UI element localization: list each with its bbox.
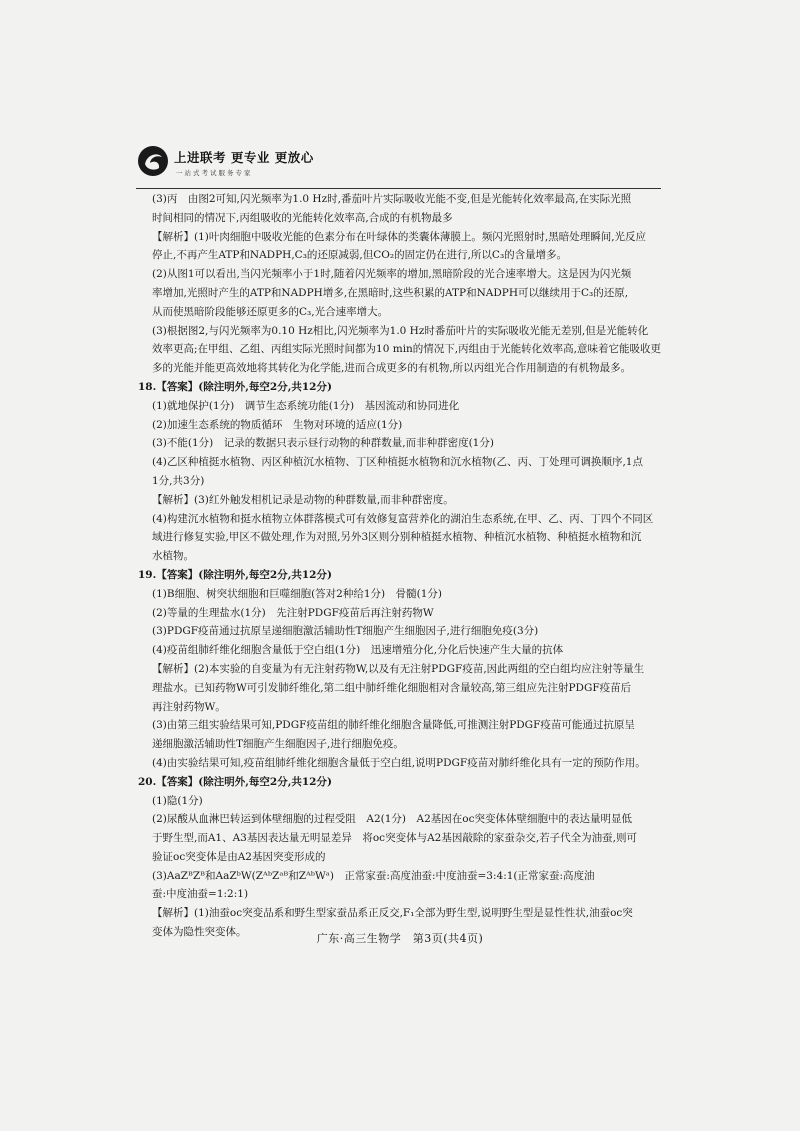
text-line: (1)就地保护(1分) 调节生态系统功能(1分) 基因流动和协同进化 (152, 399, 460, 412)
text-line: 理盐水。已知药物W可引发肺纤维化,第二组中肺纤维化细胞相对含量较高,第三组应先注射PDGF疫苗后 (152, 681, 632, 694)
text-line: 水植物。 (152, 550, 194, 563)
text-line: 蚕:中度油蚕=1:2:1) (152, 888, 249, 901)
text-line: (3)PDGF疫苗通过抗原呈递细胞激活辅助性T细胞产生细胞因子,进行细胞免疫(3分) (152, 625, 539, 638)
publisher-subslogan: 一站式考试服务专家 (176, 169, 253, 177)
text-line: 1分,共3分) (152, 474, 205, 487)
text-line: 验证oc突变体是由A2基因突变形成的 (152, 850, 326, 863)
text-line: (3)AaZᴮZᴮ和AaZᵇW(ZᴬᵇZᵃᴮ和ZᴬᵇWᵃ) 正常家蚕:高度油蚕:中度油蚕=3:4:1(正常家蚕:高度油 (152, 869, 595, 882)
text-line: (3)丙 由图2可知,闪光频率为1.0 Hz时,番茄叶片实际吸收光能不变,但是光能转化效率最高,在实际光照 (152, 193, 632, 205)
question-answer-heading: 20.【答案】(除注明外,每空2分,共12分) (138, 775, 332, 788)
text-line: (2)从图1可以看出,当闪光频率小于1时,随着闪光频率的增加,黑暗阶段的光合速率增大。这是因为闪光频 (152, 268, 632, 281)
text-line: 效率更高;在甲组、乙组、丙组实际光照时间都为10 min的情况下,丙组由于光能转化效率高,意味着它能吸收更 (152, 343, 661, 356)
text-line: 再注射药物W。 (152, 700, 226, 713)
publisher-logo-icon (136, 144, 170, 178)
publisher-slogan: 上进联考 更专业 更放心 (174, 150, 314, 165)
text-line: 变体为隐性突变体。 (152, 926, 247, 939)
text-line: 率增加,光照时产生的ATP和NADPH增多,在黑暗时,这些积累的ATP和NADPH可以继续用于C₃的还原, (152, 286, 629, 299)
text-line: (4)疫苗组肺纤维化细胞含量低于空白组(1分) 迅速增殖分化,分化后快速产生大量的抗体 (152, 644, 564, 657)
text-line: (4)由实验结果可知,疫苗组肺纤维化细胞含量低于空白组,说明PDGF疫苗对肺纤维化具有一定的预防作用。 (152, 756, 646, 769)
page-footer: 广东·高三生物学 第3页(共4页) (316, 932, 484, 945)
text-line: (4)乙区种植挺水植物、丙区种植沉水植物、丁区种植挺水植物和沉水植物(乙、丙、丁处理可调换顺序,1点 (152, 456, 643, 469)
text-line: 【解析】(3)红外触发相机记录是动物的种群数量,而非种群密度。 (152, 493, 454, 506)
answer-content (138, 190, 668, 942)
question-answer-heading: 19.【答案】(除注明外,每空2分,共12分) (138, 568, 332, 581)
text-line: (2)等量的生理盐水(1分) 先注射PDGF疫苗后再注射药物W (152, 606, 434, 619)
text-line: 递细胞激活辅助性T细胞产生细胞因子,进行细胞免疫。 (152, 738, 404, 751)
text-line: 停止,不再产生ATP和NADPH,C₃的还原减弱,但CO₂的固定仍在进行,所以C₃的含量增多。 (152, 249, 568, 262)
text-line: (3)根据图2,与闪光频率为0.10 Hz相比,闪光频率为1.0 Hz时番茄叶片的实际吸收光能无差别,但是光能转化 (152, 324, 649, 337)
publisher-header (136, 142, 396, 188)
text-line: 【解析】(1)油蚕oc突变品系和野生型家蚕品系正反交,F₁全部为野生型,说明野生型是显性性状,油蚕oc突 (152, 907, 633, 920)
text-line: (3)不能(1分) 记录的数据只表示昼行动物的种群数量,而非种群密度(1分) (152, 437, 494, 450)
text-line: 多的光能并能更高效地将其转化为化学能,进而合成更多的有机物,所以丙组光合作用制造的有机物最多。 (152, 362, 632, 375)
text-line: 时间相同的情况下,丙组吸收的光能转化效率高,合成的有机物最多 (152, 211, 453, 224)
text-line: (2)加速生态系统的物质循环 生物对环境的适应(1分) (152, 418, 403, 431)
text-line: 从而使黑暗阶段能够还原更多的C₃,光合速率增大。 (152, 305, 389, 318)
text-line: 域进行修复实验,甲区不做处理,作为对照,另外3区则分别种植挺水植物、种植沉水植物、种植挺水植物和沉 (152, 531, 642, 544)
text-line: 于野生型,而A1、A3基因表达量无明显差异 将oc突变体与A2基因敲除的家蚕杂交,若子代全为油蚕,则可 (152, 832, 638, 845)
text-line: (2)尿酸从血淋巴转运到体壁细胞的过程受阻 A2(1分) A2基因在oc突变体体壁细胞中的表达量明显低 (152, 813, 632, 826)
header-divider (136, 188, 661, 189)
text-line: 【解析】(2)本实验的自变量为有无注射药物W,以及有无注射PDGF疫苗,因此两组的空白组均应注射等量生 (152, 662, 645, 675)
text-line: (4)构建沉水植物和挺水植物立体群落模式可有效修复富营养化的湖泊生态系统,在甲、乙、丙、丁四个不同区 (152, 512, 654, 525)
text-line: (3)由第三组实验结果可知,PDGF疫苗组的肺纤维化细胞含量降低,可推测注射PDGF疫苗可能通过抗原呈 (152, 719, 635, 732)
text-line: (1)隐(1分) (152, 794, 203, 807)
text-line: (1)B细胞、树突状细胞和巨噬细胞(答对2种给1分) 骨髓(1分) (152, 587, 443, 600)
question-answer-heading: 18.【答案】(除注明外,每空2分,共12分) (138, 380, 332, 393)
text-line: 【解析】(1)叶肉细胞中吸收光能的色素分布在叶绿体的类囊体薄膜上。频闪光照射时,黑暗处理瞬间,光反应 (152, 230, 647, 243)
